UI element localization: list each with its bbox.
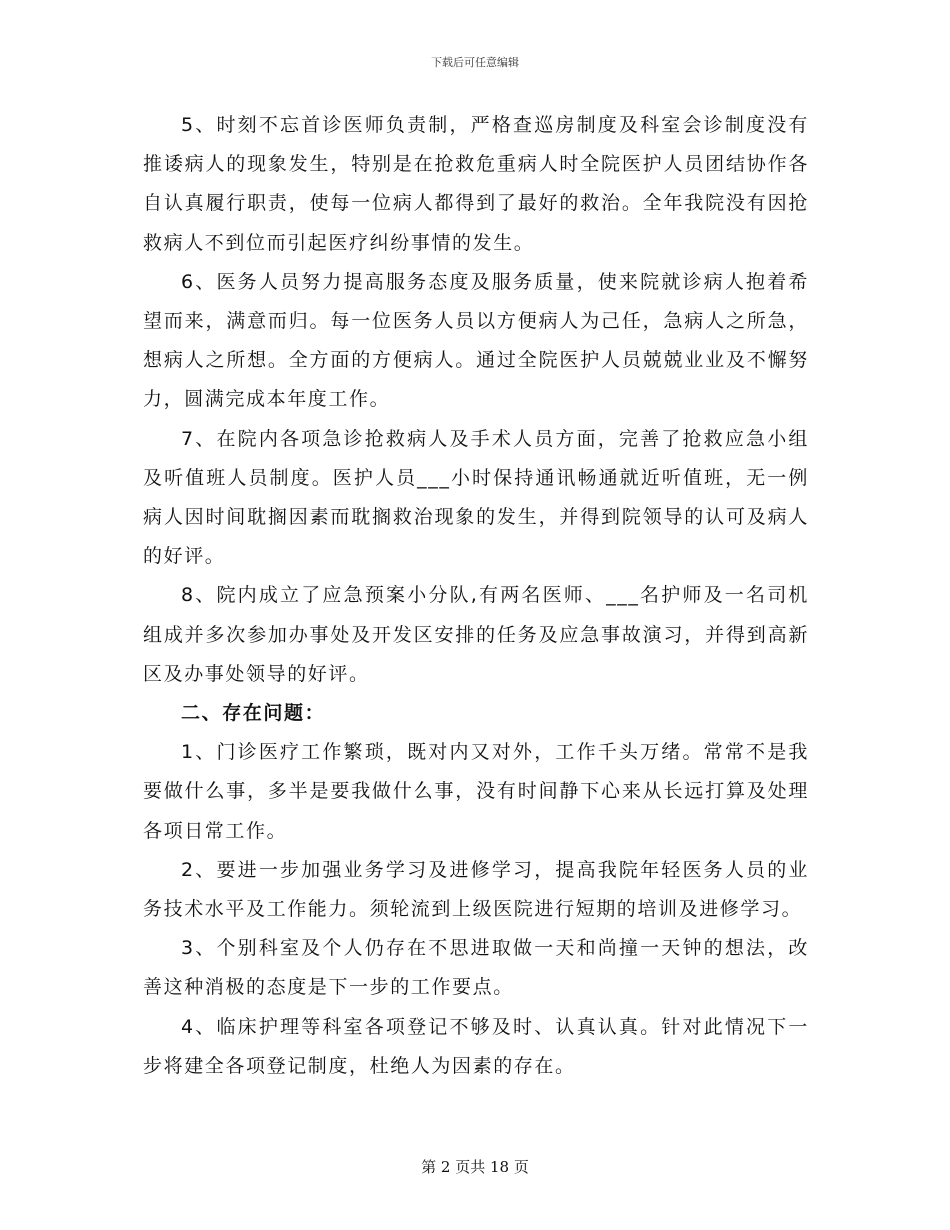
paragraph-5: 5、时刻不忘首诊医师负责制，严格查巡房制度及科室会诊制度没有推诿病人的现象发生，特别是在抢救危重病人时全院医护人员团结协作各自认真履行职责，使每一位病人都得到了最好的救治。全年我院没有因抢救病人不到位而引起医疗纠纷事情的发生。: [143, 114, 809, 254]
problem-3: 3、个别科室及个人仍存在不思进取做一天和尚撞一天钟的想法，改善这种消极的态度是下一步的工作要点。: [143, 937, 809, 999]
document-body: [143, 106, 809, 1086]
paragraph-8: 8、院内成立了应急预案小分队,有两名医师、___名护师及一名司机组成并多次参加办事处及开发区安排的任务及应急事故演习，并得到高新区及办事处领导的好评。: [143, 584, 809, 685]
problem-2: 2、要进一步加强业务学习及进修学习，提高我院年轻医务人员的业务技术水平及工作能力。须轮流到上级医院进行短期的培训及进修学习。: [143, 858, 809, 921]
paragraph-6: 6、医务人员努力提高服务态度及服务质量，使来院就诊病人抱着希望而来，满意而归。每一位医务人员以方便病人为己任，急病人之所急，想病人之所想。全方面的方便病人。通过全院医护人员兢兢业业及不懈努力，圆满完成本年度工作。: [143, 270, 809, 411]
section-heading-problems: 二、存在问题：: [181, 702, 326, 725]
paragraph-7: 7、在院内各项急诊抢救病人及手术人员方面，完善了抢救应急小组及听值班人员制度。医护人员___小时保持通讯畅通就近听值班，无一例病人因时间耽搁因素而耽搁救治现象的发生，并得到院领导的认可及病人的好评。: [143, 427, 809, 568]
page-footer: 第 2 页共 18 页: [421, 1158, 529, 1176]
page-header: 下载后可任意编辑: [431, 56, 519, 69]
problem-4: 4、临床护理等科室各项登记不够及时、认真认真。针对此情况下一步将建全各项登记制度，杜绝人为因素的存在。: [143, 1015, 809, 1077]
problem-1: 1、门诊医疗工作繁琐，既对内又对外，工作千头万绪。常常不是我要做什么事，多半是要我做什么事，没有时间静下心来从长远打算及处理各项日常工作。: [143, 741, 809, 842]
